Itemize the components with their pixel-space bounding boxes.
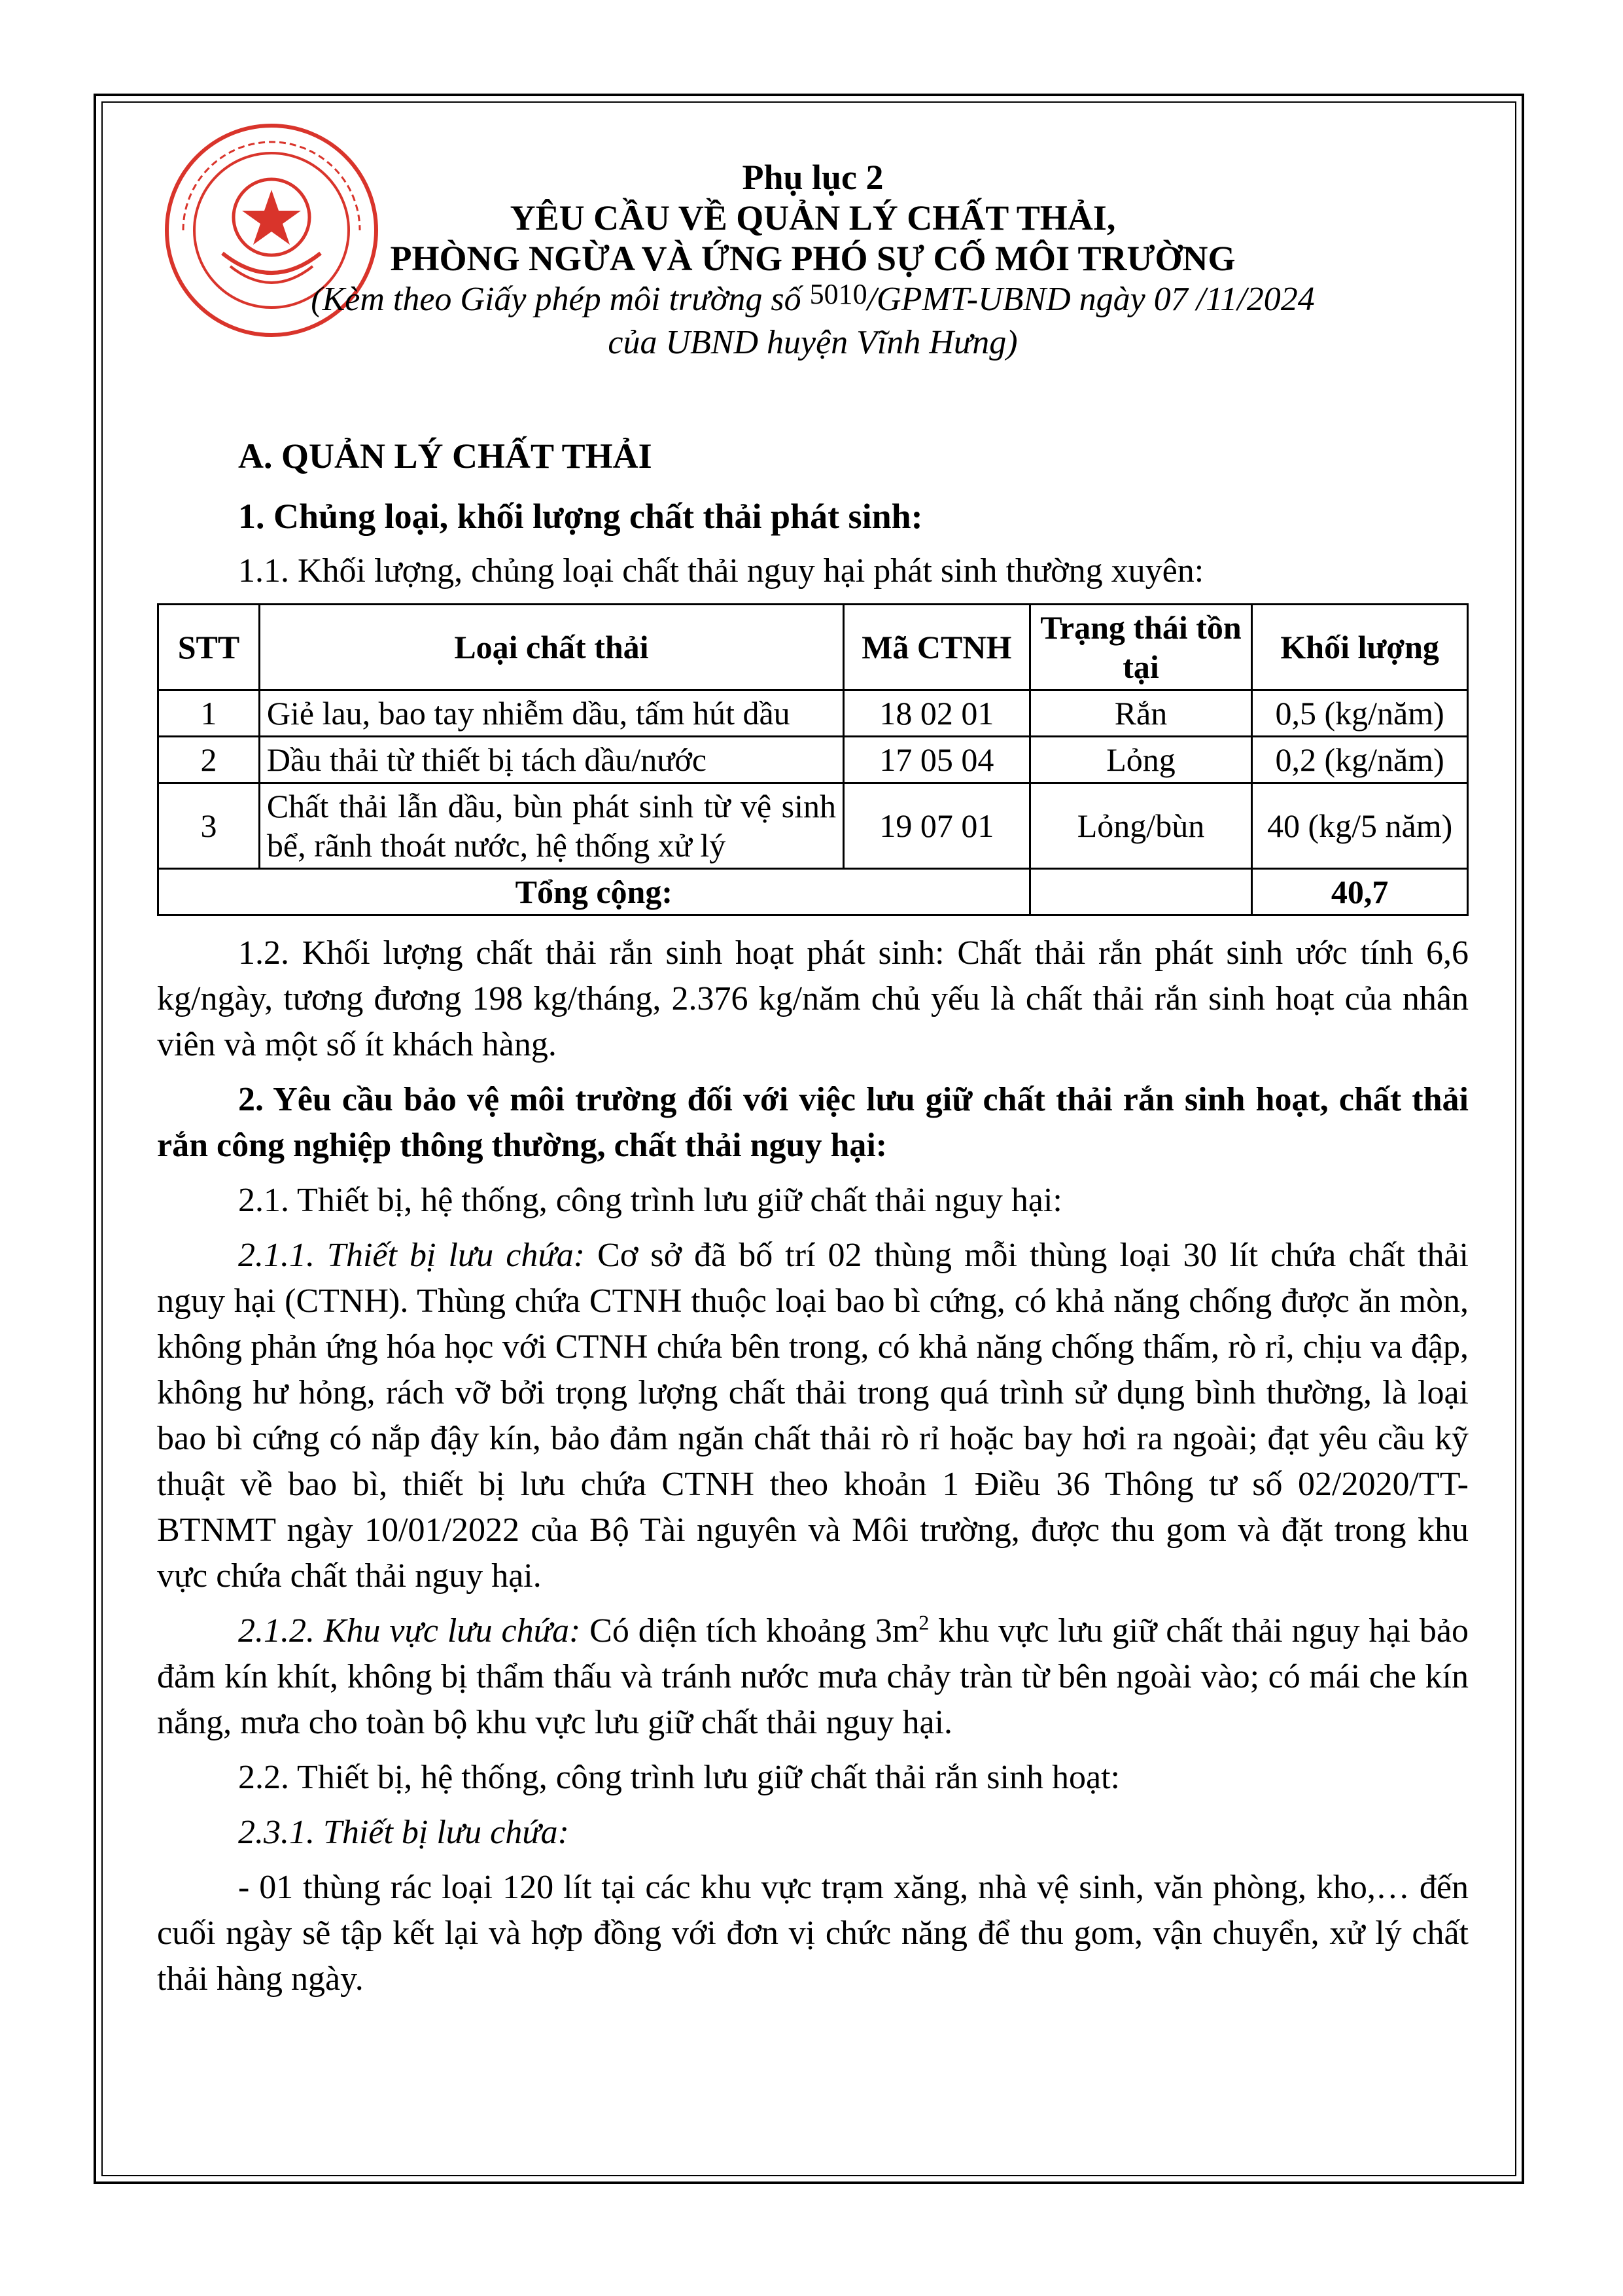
cell-stt: 1: [158, 690, 260, 737]
cell-ctnh-code: 18 02 01: [843, 690, 1030, 737]
cell-stt: 2: [158, 737, 260, 783]
paragraph-2-1-2-pre: Có diện tích khoảng 3m: [580, 1612, 919, 1650]
cell-state: Lỏng: [1030, 737, 1252, 783]
paragraph-2-3-1: 2.3.1. Thiết bị lưu chứa:: [238, 1814, 569, 1851]
subsection-1-heading: 1. Chủng loại, khối lượng chất thải phát sinh:: [238, 497, 923, 536]
document-subtitle: [157, 279, 1469, 322]
appendix-label: Phụ lục 2: [742, 158, 884, 197]
subtitle-prefix: (Kèm theo Giấy phép môi trường số: [311, 281, 801, 318]
cell-ctnh-code: 19 07 01: [843, 783, 1030, 869]
cell-state: Lỏng/bùn: [1030, 783, 1252, 869]
cell-waste-type: Giẻ lau, bao tay nhiễm dầu, tấm hút dầu: [259, 690, 843, 737]
document-title-line1: YÊU CẦU VỀ QUẢN LÝ CHẤT THẢI,: [510, 198, 1116, 238]
cell-stt: 3: [158, 783, 260, 869]
paragraph-bullet: - 01 thùng rác loại 120 lít tại các khu vực trạm xăng, nhà vệ sinh, văn phòng, kho,… đến cuối ngày sẽ tập kết lại và hợp đồng với đơn vị chức năng để thu gom, vận chuyển, xử lý chất thải hàng ngày.: [157, 1869, 1469, 1998]
paragraph-2-2: 2.2. Thiết bị, hệ thống, công trình lưu giữ chất thải rắn sinh hoạt:: [238, 1759, 1120, 1796]
cell-ctnh-code: 17 05 04: [843, 737, 1030, 783]
header-volume: Khối lượng: [1252, 605, 1468, 690]
table-header-row: [158, 605, 1468, 690]
header-waste-type: Loại chất thải: [259, 605, 843, 690]
cell-volume: 0,2 (kg/năm): [1252, 737, 1468, 783]
subsection-2-heading: 2. Yêu cầu bảo vệ môi trường đối với việc lưu giữ chất thải rắn sinh hoạt, chất thải rắn công nghiệp thông thường, chất thải nguy hại:: [157, 1081, 1469, 1164]
paragraph-1-2: 1.2. Khối lượng chất thải rắn sinh hoạt phát sinh: Chất thải rắn phát sinh ước tính 6,6 kg/ngày, tương đương 198 kg/tháng, 2.376 kg/năm chủ yếu là chất thải rắn sinh hoạt của nhân viên và một số ít khách hàng.: [157, 934, 1469, 1063]
subtitle-suffix: /GPMT-UBND ngày 07 /11/2024: [867, 281, 1315, 318]
table-row: [158, 783, 1468, 869]
paragraph-2-1-2-post: khu vực lưu giữ chất thải nguy hại bảo đảm kín khít, không bị thẩm thấu và tránh nước mưa chảy tràn từ bên ngoài vào; có mái che kín nắng, mưa cho toàn bộ khu vực lưu giữ chất thải nguy hại.: [157, 1612, 1469, 1741]
document-subtitle-line2: của UBND huyện Vĩnh Hưng): [608, 324, 1018, 361]
paragraph-2-1-1-text: Cơ sở đã bố trí 02 thùng mỗi thùng loại 30 lít chứa chất thải nguy hại (CTNH). Thùng chứa CTNH thuộc loại bao bì cứng, có khả năng chống được ăn mòn, không phản ứng hóa học với CTNH chứa bên trong, có khả năng chống thấm, rò rỉ, chịu va đập, không hư hỏng, rách vỡ bởi trọng lượng chất thải trong quá trình sử dụng bình thường, là loại bao bì cứng có nắp đậy kín, bảo đảm ngăn chất thải rò rỉ hoặc bay hơi ra ngoài; đạt yêu cầu kỹ thuật về bao bì, thiết bị lưu chứa CTNH theo khoản 1 Điều 36 Thông tư số 02/2020/TT-BTNMT ngày 10/01/2022 của Bộ Tài nguyên và Môi trường, được thu gom và đặt trong khu vực chứa chất thải nguy hại.: [157, 1237, 1469, 1595]
paragraph-2-1-2-label: 2.1.2. Khu vực lưu chứa:: [238, 1612, 581, 1650]
header-stt: STT: [158, 605, 260, 690]
cell-waste-type: Dầu thải từ thiết bị tách dầu/nước: [259, 737, 843, 783]
document-body: [157, 157, 1469, 2002]
document-title-line2: PHÒNG NGỪA VÀ ỨNG PHÓ SỰ CỐ MÔI TRƯỜNG: [390, 239, 1236, 278]
header-ctnh-code: Mã CTNH: [843, 605, 1030, 690]
cell-state: Rắn: [1030, 690, 1252, 737]
section-a-heading: A. QUẢN LÝ CHẤT THẢI: [238, 436, 652, 476]
table-total-row: [158, 869, 1468, 915]
total-value: 40,7: [1252, 869, 1468, 915]
cell-waste-type: Chất thải lẫn dầu, bùn phát sinh từ vệ sinh bể, rãnh thoát nước, hệ thống xử lý: [259, 783, 843, 869]
total-empty-cell: [1030, 869, 1252, 915]
total-label: Tổng cộng:: [158, 869, 1030, 915]
permit-number: 5010: [809, 278, 867, 310]
paragraph-2-1: 2.1. Thiết bị, hệ thống, công trình lưu giữ chất thải nguy hại:: [238, 1182, 1062, 1219]
paragraph-1-1: 1.1. Khối lượng, chủng loại chất thải nguy hại phát sinh thường xuyên:: [238, 552, 1204, 590]
header-state: Trạng thái tồn tại: [1030, 605, 1252, 690]
hazardous-waste-table: [157, 603, 1469, 916]
paragraph-2-1-2: [157, 1608, 1469, 1746]
paragraph-2-1-1: [157, 1233, 1469, 1599]
paragraph-2-1-1-label: 2.1.1. Thiết bị lưu chứa:: [238, 1237, 585, 1274]
cell-volume: 40 (kg/5 năm): [1252, 783, 1468, 869]
table-row: [158, 690, 1468, 737]
cell-volume: 0,5 (kg/năm): [1252, 690, 1468, 737]
superscript-2: 2: [918, 1610, 930, 1634]
table-row: [158, 737, 1468, 783]
